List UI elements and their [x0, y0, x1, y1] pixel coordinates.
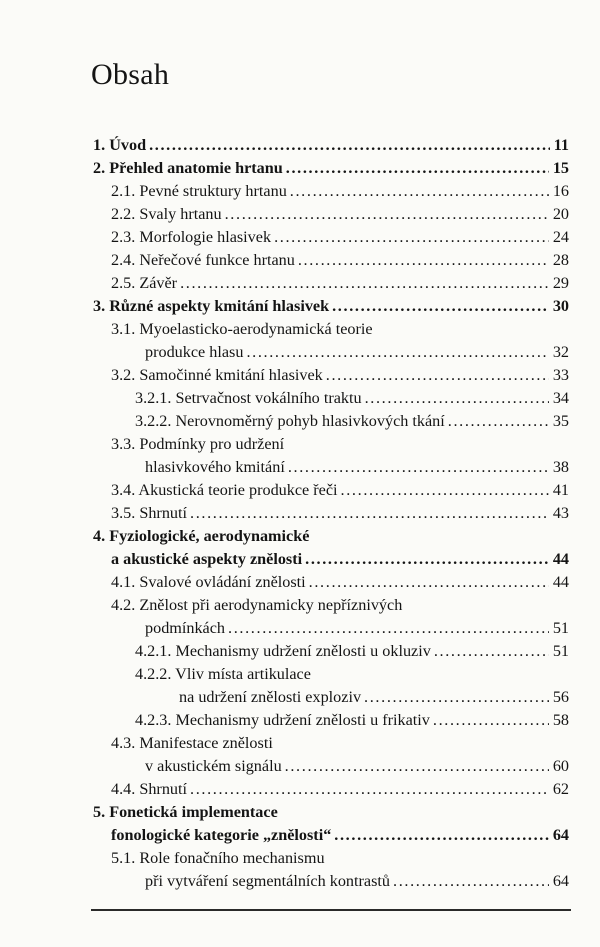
toc-entry-title: 4.2.2. Vliv místa artikulace — [135, 665, 311, 683]
toc-entry-line — [111, 732, 569, 755]
dot-leader — [225, 203, 549, 226]
toc-entry[interactable] — [93, 594, 569, 640]
toc-entry[interactable] — [93, 709, 569, 732]
toc-entry-line — [111, 433, 569, 456]
dot-leader — [290, 180, 549, 203]
toc-entry[interactable] — [93, 640, 569, 663]
toc-entry-title: 4.2. Znělost při aerodynamicky nepříznivých — [111, 596, 403, 614]
toc-entry-title: 3.3. Podmínky pro udržení — [111, 435, 285, 453]
toc-entry-title: 4.1. Svalové ovládání znělosti — [111, 573, 306, 591]
dot-leader — [285, 755, 549, 778]
toc-page-number: 38 — [552, 458, 569, 476]
toc-entry[interactable] — [93, 479, 569, 502]
dot-leader — [309, 571, 549, 594]
toc-entry-last-line — [135, 640, 569, 663]
toc-entry-last-line — [111, 456, 569, 479]
toc-entry-title: 4.2.3. Mechanismy udržení znělosti u frikativ — [135, 711, 430, 729]
dot-leader — [332, 295, 549, 318]
toc-entry[interactable] — [93, 249, 569, 272]
toc-entry-last-line — [111, 755, 569, 778]
dot-leader — [341, 479, 549, 502]
toc-entry-title: 5. Fonetická implementace — [93, 803, 278, 821]
toc-page-number: 58 — [552, 711, 569, 729]
toc-entry-title: a akustické aspekty znělosti — [111, 550, 303, 568]
dot-leader — [190, 502, 549, 525]
toc-entry[interactable] — [93, 226, 569, 249]
toc-entry[interactable] — [93, 364, 569, 387]
toc-entry-title: 2.4. Neřečové funkce hrtanu — [111, 251, 295, 269]
toc-page-number: 44 — [552, 550, 569, 568]
toc-entry[interactable] — [93, 295, 569, 318]
toc-entry-title: 2. Přehled anatomie hrtanu — [93, 159, 283, 177]
dot-leader — [286, 157, 549, 180]
toc-entry-last-line — [93, 134, 569, 157]
toc-entry[interactable] — [93, 134, 569, 157]
toc-entry-title: 3.5. Shrnutí — [111, 504, 187, 522]
toc-entry-title: produkce hlasu — [145, 343, 244, 361]
toc-page-number: 56 — [552, 688, 569, 706]
toc-entry-title: 2.5. Závěr — [111, 274, 178, 292]
dot-leader — [274, 226, 549, 249]
toc-entry-line — [111, 318, 569, 341]
toc-entry-title: 3.1. Myoelasticko-aerodynamická teorie — [111, 320, 373, 338]
toc-entry[interactable] — [93, 157, 569, 180]
toc-page-number: 60 — [552, 757, 569, 775]
toc-entry-title: 4.2.1. Mechanismy udržení znělosti u okluziv — [135, 642, 431, 660]
toc-entry[interactable] — [93, 778, 569, 801]
toc-page-number: 64 — [552, 826, 569, 844]
dot-leader — [190, 778, 549, 801]
toc-page-number: 43 — [552, 504, 569, 522]
dot-leader — [298, 249, 549, 272]
toc-entry-last-line — [111, 203, 569, 226]
toc-entry-last-line — [111, 571, 569, 594]
dot-leader — [364, 686, 549, 709]
dot-leader — [393, 870, 549, 893]
toc-entry-title: 5.1. Role fonačního mechanismu — [111, 849, 325, 867]
toc-entry-title: 4. Fyziologické, aerodynamické — [93, 527, 310, 545]
toc-entry-last-line — [111, 778, 569, 801]
dot-leader — [448, 410, 549, 433]
dot-leader — [334, 824, 549, 847]
toc-entry[interactable] — [93, 847, 569, 893]
toc-entry-line — [93, 801, 569, 824]
toc-entry-title: podmínkách — [145, 619, 226, 637]
toc-entry[interactable] — [93, 410, 569, 433]
toc-page-number: 34 — [552, 389, 569, 407]
table-of-contents — [93, 134, 569, 893]
toc-entry[interactable] — [93, 433, 569, 479]
toc-entry-last-line — [93, 157, 569, 180]
toc-entry-last-line — [111, 249, 569, 272]
toc-entry-title: na udržení znělosti exploziv — [179, 688, 362, 706]
toc-entry-last-line — [111, 479, 569, 502]
toc-page-number: 32 — [552, 343, 569, 361]
toc-entry-last-line — [111, 870, 569, 893]
dot-leader — [180, 272, 549, 295]
toc-entry[interactable] — [93, 502, 569, 525]
toc-entry-title: hlasivkového kmitání — [145, 458, 285, 476]
toc-entry-title: 2.3. Morfologie hlasivek — [111, 228, 272, 246]
toc-entry-title: 3.2.2. Nerovnoměrný pohyb hlasivkových tkání — [135, 412, 445, 430]
toc-entry-last-line — [93, 548, 569, 571]
toc-entry-last-line — [111, 226, 569, 249]
toc-page-number: 11 — [553, 136, 569, 154]
toc-entry-last-line — [111, 502, 569, 525]
toc-entry-title: 2.2. Svaly hrtanu — [111, 205, 222, 223]
toc-entry[interactable] — [93, 318, 569, 364]
toc-entry-title: 1. Úvod — [93, 136, 147, 154]
toc-entry-last-line — [135, 709, 569, 732]
toc-entry-last-line — [111, 341, 569, 364]
toc-entry-last-line — [93, 824, 569, 847]
dot-leader — [365, 387, 549, 410]
dot-leader — [149, 134, 550, 157]
toc-entry-line — [93, 525, 569, 548]
toc-page-number: 33 — [552, 366, 569, 384]
toc-entry[interactable] — [93, 571, 569, 594]
toc-page-number: 64 — [552, 872, 569, 890]
toc-entry-title: fonologické kategorie „znělosti“ — [111, 826, 332, 844]
toc-entry[interactable] — [93, 732, 569, 778]
toc-entry-line — [111, 847, 569, 870]
toc-entry-title: 4.4. Shrnutí — [111, 780, 187, 798]
dot-leader — [246, 341, 548, 364]
toc-entry-line — [111, 594, 569, 617]
toc-entry[interactable] — [93, 387, 569, 410]
dot-leader — [228, 617, 549, 640]
toc-page-number: 51 — [552, 642, 569, 660]
toc-entry-last-line — [111, 617, 569, 640]
toc-page-number: 30 — [552, 297, 569, 315]
toc-entry[interactable] — [93, 272, 569, 295]
dot-leader — [288, 456, 549, 479]
toc-entry-title: v akustickém signálu — [145, 757, 282, 775]
toc-page-number: 35 — [552, 412, 569, 430]
toc-entry[interactable] — [93, 663, 569, 709]
toc-page-number: 15 — [552, 159, 569, 177]
toc-page-number: 51 — [552, 619, 569, 637]
footer-rule — [91, 909, 571, 911]
toc-entry-last-line — [111, 364, 569, 387]
toc-entry-last-line — [111, 180, 569, 203]
toc-page-number: 41 — [552, 481, 569, 499]
dot-leader — [305, 548, 549, 571]
dot-leader — [433, 709, 549, 732]
toc-entry-title: 3.2.1. Setrvačnost vokálního traktu — [135, 389, 362, 407]
toc-entry-line — [135, 663, 569, 686]
toc-entry-last-line — [93, 295, 569, 318]
toc-page-number: 62 — [552, 780, 569, 798]
toc-entry-last-line — [135, 686, 569, 709]
toc-entry-title: 3.4. Akustická teorie produkce řeči — [111, 481, 338, 499]
toc-entry-title: 4.3. Manifestace znělosti — [111, 734, 273, 752]
toc-page-number: 29 — [552, 274, 569, 292]
toc-entry-last-line — [111, 272, 569, 295]
toc-entry-title: při vytváření segmentálních kontrastů — [145, 872, 390, 890]
toc-entry-title: 3.2. Samočinné kmitání hlasivek — [111, 366, 323, 384]
page-title: Obsah — [91, 58, 170, 91]
toc-page-number: 16 — [552, 182, 569, 200]
toc-page-number: 20 — [552, 205, 569, 223]
toc-entry-title: 2.1. Pevné struktury hrtanu — [111, 182, 287, 200]
toc-page-number: 44 — [552, 573, 569, 591]
toc-entry[interactable] — [93, 180, 569, 203]
toc-entry-last-line — [135, 387, 569, 410]
toc-page-number: 28 — [552, 251, 569, 269]
dot-leader — [434, 640, 549, 663]
dot-leader — [326, 364, 549, 387]
toc-entry[interactable] — [93, 203, 569, 226]
toc-page-number: 24 — [552, 228, 569, 246]
toc-entry-title: 3. Různé aspekty kmitání hlasivek — [93, 297, 330, 315]
toc-entry-last-line — [135, 410, 569, 433]
toc-entry[interactable] — [93, 801, 569, 847]
toc-entry[interactable] — [93, 525, 569, 571]
